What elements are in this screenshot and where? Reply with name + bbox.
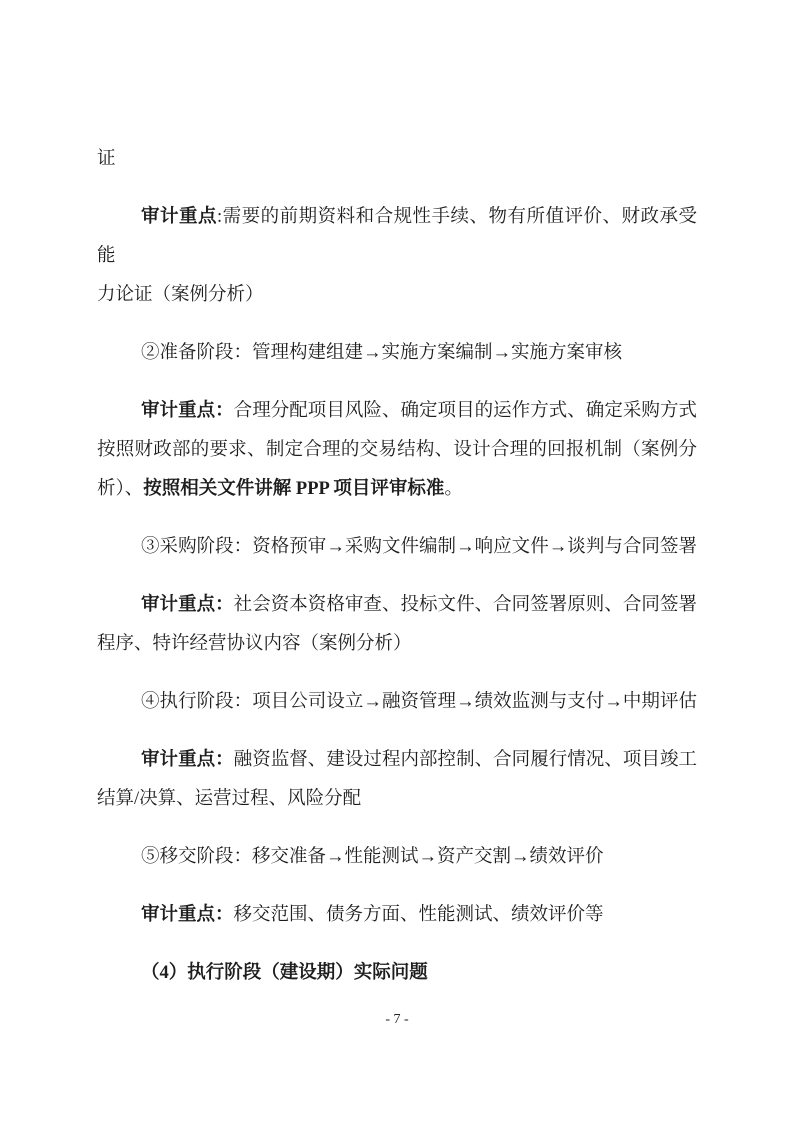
text-run: ②准备阶段：管理构建组建→实施方案编制→实施方案审核 [141, 343, 623, 363]
text-line [97, 198, 697, 276]
text-line [97, 625, 697, 664]
text-run: 力论证（案例分析） [97, 285, 264, 305]
text-run: :需要的前期资料和合规性手续、物有所值评价、财政承受能 [97, 207, 697, 266]
paragraph [97, 896, 697, 935]
bold-run: 按照相关文件讲解 PPP 项目评审标准 [143, 479, 445, 499]
paragraph [97, 528, 697, 567]
section-heading [97, 954, 697, 993]
text-line [97, 896, 697, 935]
paragraph [97, 838, 697, 877]
bold-run: 审计重点： [141, 750, 234, 770]
text-line [97, 683, 697, 722]
text-line [97, 586, 697, 625]
paragraph [97, 683, 697, 722]
document-body [97, 140, 697, 1012]
text-line [97, 431, 697, 470]
text-run: 合理分配项目风险、确定项目的运作方式、确定采购方式 [233, 401, 697, 421]
text-line [97, 741, 697, 780]
text-run: ④执行阶段：项目公司设立→融资管理→绩效监测与支付→中期评估 [141, 692, 697, 712]
text-line [97, 838, 697, 877]
text-run: 析）、 [97, 479, 144, 499]
text-run: 按照财政部的要求、制定合理的交易结构、设计合理的回报机制（案例分 [97, 440, 697, 460]
text-line [97, 392, 697, 431]
text-run: ③采购阶段：资格预审→采购文件编制→响应文件→谈判与合同签署 [141, 537, 697, 557]
bold-run: 审计重点： [141, 905, 234, 925]
paragraph [97, 741, 697, 819]
bold-run: 审计重点 [141, 207, 217, 227]
bold-run: 审计重点： [141, 595, 234, 615]
text-run: 证 [97, 149, 116, 169]
paragraph [97, 140, 697, 179]
text-line [97, 334, 697, 373]
text-line [97, 780, 697, 819]
text-run: 结算/决算、运营过程、风险分配 [97, 789, 362, 809]
bold-run: （4）执行阶段（建设期）实际问题 [141, 963, 428, 983]
text-run: ⑤移交阶段：移交准备→性能测试→资产交割→绩效评价 [141, 847, 604, 867]
text-run: 。 [444, 479, 463, 499]
text-line [97, 140, 697, 179]
text-run: 融资监督、建设过程内部控制、合同履行情况、项目竣工 [233, 750, 697, 770]
text-line [97, 276, 697, 315]
paragraph [97, 198, 697, 315]
text-run: 移交范围、债务方面、性能测试、绩效评价等 [233, 905, 604, 925]
text-run: 程序、特许经营协议内容（案例分析） [97, 634, 412, 654]
bold-run: 审计重点： [141, 401, 234, 421]
paragraph [97, 586, 697, 664]
text-line [97, 528, 697, 567]
text-run: 社会资本资格审查、投标文件、合同签署原则、合同签署 [233, 595, 697, 615]
text-line [97, 470, 697, 509]
paragraph [97, 334, 697, 373]
paragraph [97, 392, 697, 509]
page-number: - 7 - [385, 1012, 409, 1027]
text-line [97, 954, 697, 993]
